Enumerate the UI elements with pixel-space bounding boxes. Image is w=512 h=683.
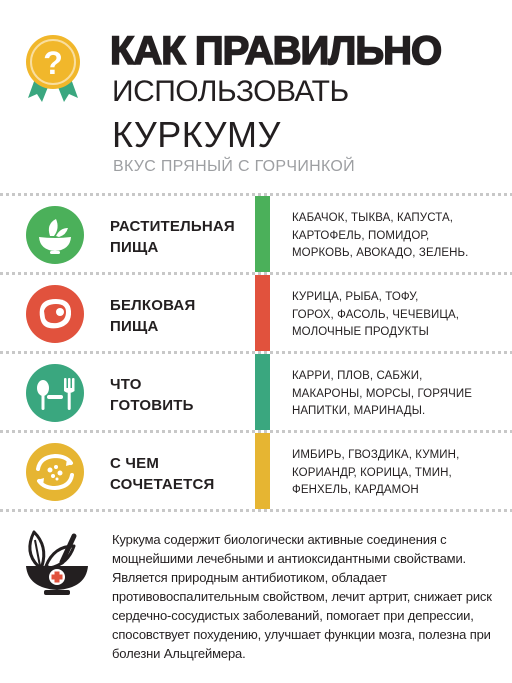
title-line-1: КАК ПРАВИЛЬНО [110, 29, 442, 73]
question-badge-icon [22, 34, 84, 104]
badge-glyph: ? [43, 45, 63, 81]
separator [0, 509, 512, 512]
color-bar-green [255, 196, 270, 272]
row-protein-food [0, 275, 512, 351]
color-bar-red [255, 275, 270, 351]
row-text: КУРИЦА, РЫБА, ТОФУ, ГОРОХ, ФАСОЛЬ, ЧЕЧЕВИЦА, МОЛОЧНЫЕ ПРОДУКТЫ [292, 291, 460, 338]
color-bar-teal [255, 354, 270, 430]
row-text: КАРРИ, ПЛОВ, САБЖИ, МАКАРОНЫ, МОРСЫ, ГОРЯЧИЕ НАПИТКИ, МАРИНАДЫ. [292, 370, 473, 417]
row-text: КАБАЧОК, ТЫКВА, КАПУСТА, КАРТОФЕЛЬ, ПОМИДОР, МОРКОВЬ, АВОКАДО, ЗЕЛЕНЬ. [292, 212, 469, 259]
row-label: С ЧЕМ СОЧЕТАЕТСЯ [110, 455, 215, 493]
row-combines-with [0, 433, 512, 509]
color-bar-yellow [255, 433, 270, 509]
row-text: ИМБИРЬ, ГВОЗДИКА, КУМИН, КОРИАНДР, КОРИЦА, ТМИН, ФЕНХЕЛЬ, КАРДАМОН [292, 449, 460, 496]
row-label: РАСТИТЕЛЬНАЯ ПИЩА [110, 218, 235, 256]
steak-icon [26, 285, 84, 343]
herbal-medicine-icon [20, 522, 100, 600]
footer-description: Куркума содержит биологически активные соединения с мощнейшими лечебными и антиоксидантными свойствами. Является природным антибиотиком, обладает противовоспалительным свойством, лечит артрит, снижает риск сердечно-сосудистых заболеваний, помогает при депрессии, спосовствует похудению, улучшает функции мозга, полезна при болезни Альцгеймера. [112, 532, 492, 661]
title-line-2: ИСПОЛЬЗОВАТЬ [112, 75, 349, 108]
spice-combine-icon [26, 443, 84, 501]
spoon-fork-icon [26, 364, 84, 422]
row-plant-food [0, 196, 512, 272]
row-label: БЕЛКОВАЯ ПИЩА [110, 297, 196, 335]
header [0, 0, 512, 190]
row-label: ЧТО ГОТОВИТЬ [110, 376, 194, 414]
salad-bowl-icon [26, 206, 84, 264]
row-what-to-cook [0, 354, 512, 430]
subtitle: ВКУС ПРЯНЫЙ С ГОРЧИНКОЙ [113, 158, 355, 175]
food-categories [0, 193, 512, 512]
title-line-3: КУРКУМУ [112, 114, 281, 155]
